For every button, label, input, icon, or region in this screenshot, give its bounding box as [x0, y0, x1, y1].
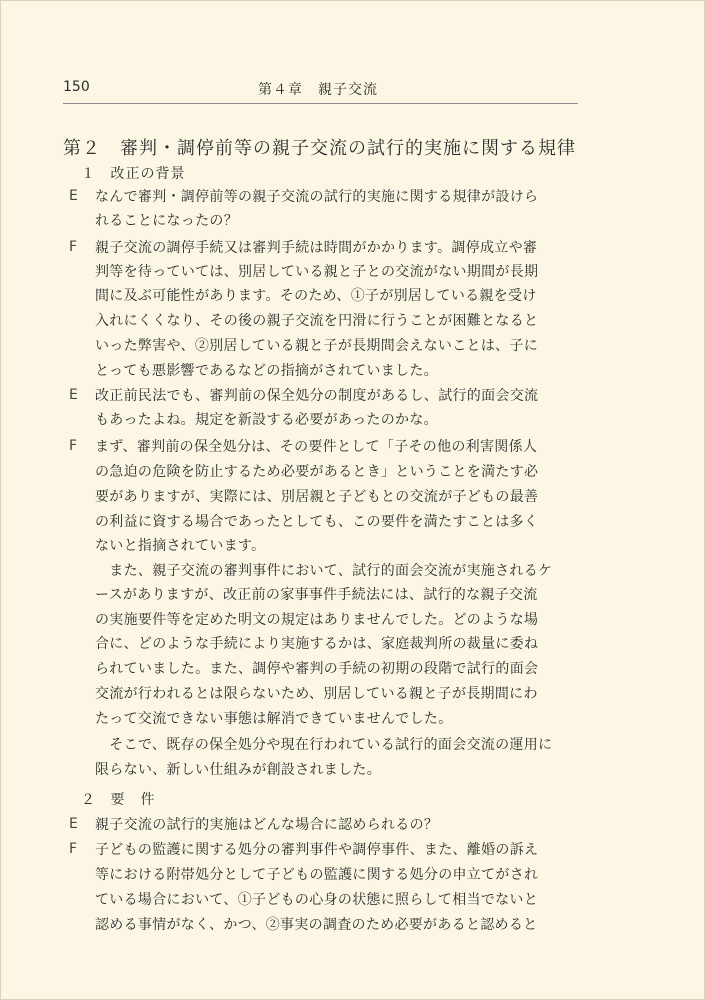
- chapter-title: 第４章 親子交流: [258, 82, 378, 98]
- text-line: れることになったの？: [95, 213, 238, 229]
- text-line: もあったよね。規定を新設する必要があったのかな。: [95, 412, 438, 428]
- text-line: 改正前民法でも、審判前の保全処分の制度があるし、試行的面会交流: [95, 388, 539, 404]
- text-line: 交流が行われるとは限らないため、別居している親と子が長期間にわ: [95, 686, 538, 702]
- text-line: の実施要件等を定めた明文の規定はありませんでした。どのような場: [95, 612, 539, 628]
- page-number: 150: [63, 79, 90, 95]
- text-line: 限らない、新しい仕組みが創設されました。: [95, 762, 381, 778]
- text-line: 親子交流の試行的実施はどんな場合に認められるの？: [95, 817, 439, 833]
- text-line: 認める事情がなく、かつ、②事実の調査のため必要があると認めると: [95, 917, 538, 933]
- text-line: 等における附帯処分として子どもの監護に関する処分の申立てがされ: [95, 867, 539, 883]
- text-line: ースがありますが、改正前の家事事件手続法には、試行的な親子交流: [95, 587, 538, 603]
- text-line: ている場合において、①子どもの心身の状態に照らして相当でないと: [95, 892, 539, 908]
- speaker-label: F: [69, 239, 78, 255]
- section-title: 第２ 審判・調停前等の親子交流の試行的実施に関する規律: [63, 138, 576, 159]
- text-line: 子どもの監護に関する処分の審判事件や調停事件、また、離婚の訴え: [95, 842, 539, 858]
- text-line: たって交流できない事態は解消できていませんでした。: [95, 711, 453, 727]
- speaker-label: F: [69, 841, 78, 857]
- subsection-label: 要 件: [110, 792, 156, 808]
- text-line: 合に、どのような手続により実施するかは、家庭裁判所の裁量に委ね: [95, 636, 539, 652]
- text-line: ないと指摘されています。: [95, 538, 266, 554]
- subsection-number: １: [81, 166, 96, 182]
- subsection-heading: [81, 163, 185, 183]
- text-line: そこで、既存の保全処分や現在行われている試行的面会交流の運用に: [95, 737, 553, 753]
- text-line: 親子交流の調停手続又は審判手続は時間がかかります。調停成立や審: [95, 240, 538, 256]
- subsection-number: ２: [81, 792, 96, 808]
- speaker-label: F: [69, 438, 78, 454]
- speaker-label: E: [69, 387, 78, 403]
- text-line: いった弊害や、②別居している親と子が長期間会えないことは、子に: [95, 338, 539, 354]
- speaker-label: E: [69, 816, 78, 832]
- running-header: [63, 79, 578, 104]
- text-line: まず、審判前の保全処分は、その要件として「子その他の利害関係人: [95, 439, 538, 455]
- subsection-heading: [81, 789, 155, 809]
- text-line: 要がありますが、実際には、別居親と子どもとの交流が子どもの最善: [95, 489, 539, 505]
- text-line: とっても悪影響であるなどの指摘がされていました。: [95, 363, 438, 379]
- speaker-label: E: [69, 188, 78, 204]
- text-line: 間に及ぶ可能性があります。そのため、①子が別居している親を受け: [95, 288, 537, 304]
- text-line: また、親子交流の審判事件において、試行的面会交流が実施されるケ: [95, 563, 553, 579]
- text-line: の急迫の危険を防止するため必要があるとき」ということを満たす必: [95, 464, 539, 480]
- text-line: なんで審判・調停前等の親子交流の試行的実施に関する規律が設けら: [95, 189, 539, 205]
- text-line: られていました。また、調停や審判の手続の初期の段階で試行的面会: [95, 661, 539, 677]
- text-line: 入れにくくなり、その後の親子交流を円滑に行うことが困難となると: [95, 313, 539, 329]
- subsection-label: 改正の背景: [110, 166, 186, 182]
- text-line: 判等を待っていては、別居している親と子との交流がない期間が長期: [95, 264, 539, 280]
- text-line: の利益に資する場合であったとしても、この要件を満たすことは多く: [95, 514, 539, 530]
